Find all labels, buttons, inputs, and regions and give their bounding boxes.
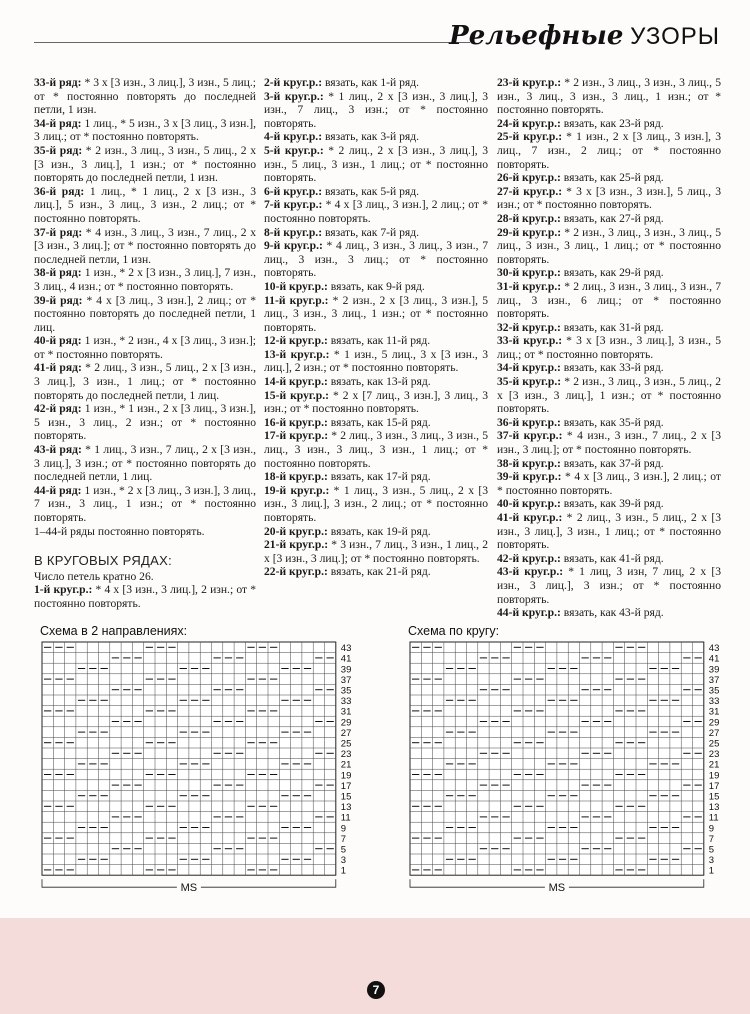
row-label: 4-й круг.р.:	[264, 130, 323, 144]
row-number-label: 15	[708, 791, 720, 803]
row-label: 20-й круг.р.:	[264, 524, 328, 538]
row-text: * 2 изн., 3 лиц., 3 изн., 5 лиц., 2 х [3 изн., 3 лиц.], 1 изн.; от * постоянно повторять до последней петли, 1 изн.	[34, 143, 256, 185]
row-number-label: 37	[708, 674, 720, 686]
row-text: * 3 х [3 изн., 3 лиц.], 3 изн., 5 лиц.; от * постоянно повторять до последней петли, 1 изн.	[34, 76, 257, 117]
instruction-row	[34, 144, 256, 185]
row-label: 11-й круг.р.:	[264, 293, 329, 307]
instruction-row	[34, 361, 256, 402]
instruction-row	[497, 76, 721, 117]
round-section-title: В КРУГОВЫХ РЯДАХ:	[34, 553, 173, 569]
header-rule	[34, 42, 470, 43]
instruction-row	[497, 212, 721, 226]
row-label: 2-й круг.р.:	[264, 76, 323, 89]
row-label: 12-й круг.р.:	[264, 334, 328, 348]
row-number-label: 35	[708, 685, 720, 697]
row-number-label: 23	[340, 749, 352, 761]
row-label: 16-й круг.р.:	[264, 415, 328, 429]
row-number-label: 9	[708, 823, 715, 835]
row-text: вязать, как 29-й ряд.	[560, 266, 664, 280]
row-number-label: 19	[340, 770, 352, 782]
instruction-row	[497, 429, 721, 456]
instruction-row	[497, 470, 721, 497]
text-column-1	[34, 76, 256, 611]
row-text: * 4 х [3 лиц., 3 изн.], 2 лиц.; от * постоянно повторять до последней петли, 1 лиц.	[34, 293, 257, 334]
row-number-label: 39	[340, 664, 352, 676]
row-number-label: 17	[340, 780, 352, 792]
instruction-row	[34, 402, 256, 443]
row-text: вязать, как 13-й ряд.	[327, 375, 431, 389]
row-text: вязать, как 39-й ряд.	[560, 497, 664, 511]
row-number-label: 3	[340, 855, 347, 867]
instruction-row	[497, 321, 721, 335]
row-text: * 3 х [3 изн., 3 изн.], 5 лиц., 3 изн.; от * постоянно повторять.	[497, 184, 721, 212]
row-label: 10-й круг.р.:	[264, 279, 328, 293]
row-label: 32-й круг.р.:	[497, 320, 561, 334]
row-text: * 2 изн., 2 х [3 лиц., 3 изн.], 5 лиц., 3 изн., 3 лиц., 1 изн.; от * постоянно повторять.	[264, 293, 488, 334]
row-label: 3-й круг.р.:	[264, 89, 324, 103]
schema-caption: Схема по кругу:	[408, 624, 500, 638]
row-label: 23-й круг.р.:	[497, 76, 562, 89]
row-text: вязать, как 41-й ряд.	[560, 551, 664, 565]
instruction-row	[264, 294, 488, 335]
knit-chart	[40, 640, 370, 910]
instruction-row	[497, 511, 721, 552]
row-label: 1-й круг.р.:	[34, 583, 93, 597]
row-text: * 2 лиц., 2 х [3 изн., 3 лиц.], 3 изн., 5 лиц., 3 изн., 1 лиц.; от * постоянно повторять.	[264, 143, 488, 185]
instruction-row	[497, 416, 721, 430]
instruction-row	[34, 334, 256, 361]
row-label: 9-й круг.р.:	[264, 239, 323, 253]
row-text: 1 изн., * 1 изн., 2 х [3 лиц., 3 изн.], 5 изн., 3 лиц., 2 изн.; от * постоянно повторять.	[34, 402, 257, 443]
instruction-row	[264, 429, 488, 470]
row-label: 5-й круг.р.:	[264, 143, 324, 157]
row-label: 7-й круг.р.:	[264, 198, 323, 212]
row-label: 38-й ряд:	[34, 266, 82, 280]
row-number-label: 1	[708, 865, 715, 877]
row-number-label: 1	[340, 865, 347, 877]
row-label: 40-й ряд:	[34, 334, 82, 348]
row-label: 34-й круг.р.:	[497, 361, 561, 375]
instruction-row	[497, 171, 721, 185]
row-text: вязать, как 27-й ряд.	[560, 211, 664, 225]
instruction-row	[34, 76, 256, 117]
round-rows-list-b	[497, 76, 721, 620]
row-number-label: 37	[340, 674, 352, 686]
instruction-row	[497, 361, 721, 375]
row-label: 40-й круг.р.:	[497, 497, 561, 511]
row-text: * 2 изн., 3 лиц., 3 изн., 3 лиц., 5 лиц., 3 изн., 3 лиц., 1 лиц.; от * постоянно повторять.	[497, 225, 721, 266]
instruction-row	[264, 185, 488, 199]
instruction-row	[34, 117, 256, 144]
row-text: вязать, как 19-й ряд.	[327, 524, 431, 538]
row-text: 1 лиц., * 5 изн., 3 х [3 лиц., 3 изн.], 3 лиц.; от * постоянно повторять.	[34, 116, 256, 144]
page-header	[0, 0, 750, 60]
instruction-row	[34, 185, 256, 226]
schema-circular	[408, 624, 738, 910]
row-label: 39-й ряд:	[34, 293, 83, 307]
instruction-row	[34, 266, 256, 293]
row-text: вязать, как 3-й ряд.	[322, 130, 420, 144]
row-label: 8-й круг.р.:	[264, 225, 323, 239]
row-number-label: 7	[708, 833, 715, 845]
row-number-label: 17	[708, 780, 720, 792]
row-text: * 4 изн., 3 лиц., 3 изн., 7 лиц., 2 х [3 изн., 3 лиц.]; от * постоянно повторять до последней петли, 1 изн.	[34, 225, 256, 266]
instruction-row	[497, 130, 721, 171]
instruction-row	[264, 538, 488, 565]
row-label: 34-й ряд:	[34, 116, 82, 130]
row-number-label: 39	[708, 664, 720, 676]
row-number-label: 13	[708, 802, 720, 814]
row-number-label: 35	[340, 685, 352, 697]
instruction-row	[264, 348, 488, 375]
row-label: 31-й круг.р.:	[497, 279, 562, 293]
title-plain: УЗОРЫ	[630, 23, 720, 50]
instruction-row	[497, 552, 721, 566]
row-text: вязать, как 31-й ряд.	[560, 320, 664, 334]
row-text: * 2 лиц., 3 изн., 5 лиц., 2 х [3 изн., 3 лиц.], 3 изн., 1 лиц.; от * постоянно повторять до последней петли, 1 лиц.	[34, 361, 256, 402]
row-number-label: 29	[708, 717, 720, 729]
row-label: 18-й круг.р.:	[264, 470, 328, 484]
instruction-row	[34, 484, 256, 525]
row-label: 37-й круг.р.:	[497, 429, 563, 443]
instruction-row	[34, 226, 256, 267]
repeat-note: 1–44-й ряды постоянно повторять.	[34, 524, 205, 538]
ms-label: MS	[548, 882, 566, 895]
schema-caption: Схема в 2 направлениях:	[40, 624, 188, 638]
row-label: 36-й круг.р.:	[497, 415, 561, 429]
row-label: 39-й круг.р.:	[497, 470, 562, 484]
row-label: 26-й круг.р.:	[497, 171, 561, 185]
footer-band	[0, 918, 750, 1014]
instruction-row	[497, 334, 721, 361]
row-number-label: 31	[340, 706, 352, 718]
row-number-label: 9	[340, 823, 347, 835]
round-rows-list-a	[264, 76, 488, 579]
row-text: * 1 изн., 2 х [3 лиц., 3 изн.], 3 лиц., 7 изн., 2 лиц.; от * постоянно повторять.	[497, 130, 721, 171]
row-label: 44-й круг.р.:	[497, 606, 561, 620]
row-number-label: 33	[708, 696, 720, 708]
row-number-label: 21	[708, 759, 720, 771]
row-number-label: 43	[708, 643, 720, 655]
row-text: * 4 изн., 3 изн., 7 лиц., 2 х [3 изн., 3 лиц.]; от * постоянно повторять.	[497, 429, 721, 457]
instruction-row	[497, 497, 721, 511]
instruction-row	[34, 583, 256, 610]
row-number-label: 23	[708, 749, 720, 761]
instruction-row	[497, 565, 721, 606]
row-text: * 1 лиц., 3 изн., 5 лиц., 2 х [3 изн., 3 лиц.], 3 изн., 2 лиц.; от * постоянно повторять.	[264, 483, 488, 524]
instruction-row	[497, 185, 721, 212]
row-label: 14-й круг.р.:	[264, 375, 328, 389]
row-label: 33-й ряд:	[34, 76, 82, 89]
row-text: * 3 х [3 изн., 3 лиц.], 3 изн., 5 лиц.; от * постоянно повторять.	[497, 334, 721, 361]
row-text: * 1 лиц., 3 изн., 7 лиц., 2 х [3 изн., 3 лиц.], 3 изн.; от * постоянно повторять до последней петли, 1 лиц.	[34, 443, 256, 484]
row-text: * 2 лиц., 3 изн., 5 лиц., 2 х [3 изн., 3 лиц.], 3 изн., 1 лиц.; от * постоянно повторять.	[497, 511, 721, 552]
row-text: вязать, как 37-й ряд.	[560, 456, 664, 470]
instruction-row	[264, 144, 488, 185]
instruction-row	[264, 375, 488, 389]
row-text: * 4 х [3 изн., 3 лиц.], 2 изн.; от * постоянно повторять.	[34, 583, 257, 610]
row-number-label: 27	[340, 727, 352, 739]
row-label: 35-й круг.р.:	[497, 375, 562, 389]
instruction-row	[264, 470, 488, 484]
row-text: * 2 лиц., 3 изн., 3 лиц., 3 изн., 7 лиц., 3 изн., 6 лиц.; от * постоянно повторять.	[497, 279, 721, 321]
row-number-label: 41	[708, 653, 720, 665]
flat-rows-list	[34, 76, 256, 525]
row-text: вязать, как 23-й ряд.	[560, 116, 664, 130]
row-number-label: 3	[708, 855, 715, 867]
instruction-row	[497, 375, 721, 416]
row-label: 25-й круг.р.:	[497, 130, 563, 144]
row-text: вязать, как 7-й ряд.	[322, 225, 420, 239]
row-label: 44-й ряд:	[34, 483, 82, 497]
row-number-label: 15	[340, 791, 352, 803]
row-number-label: 7	[340, 833, 347, 845]
row-text: вязать, как 33-й ряд.	[560, 361, 664, 375]
row-label: 35-й ряд:	[34, 143, 83, 157]
row-label: 43-й круг.р.:	[497, 565, 564, 579]
row-text: * 1 изн., 5 лиц., 3 х [3 изн., 3 лиц.], 2 изн.; от * постоянно повторять.	[264, 347, 488, 375]
row-text: * 2 лиц., 3 изн., 3 лиц., 3 изн., 5 лиц., 3 изн., 3 лиц., 3 изн., 1 лиц.; от * постоянно повторять.	[264, 429, 488, 470]
text-column-3	[497, 76, 721, 620]
row-text: * 4 х [3 лиц., 3 изн.], 2 лиц.; от * постоянно повторять.	[497, 470, 721, 497]
row-text: * 2 изн., 3 лиц., 3 изн., 5 лиц., 2 х [3 изн., 3 лиц.], 1 изн.; от * постоянно повторять.	[497, 375, 721, 416]
row-number-label: 31	[708, 706, 720, 718]
row-text: 1 лиц., * 1 лиц., 2 х [3 изн., 3 лиц.], 5 изн., 3 лиц., 3 изн., 2 лиц.; от * постоянно повторять.	[34, 184, 256, 225]
row-number-label: 11	[708, 812, 719, 824]
row-text: * 4 х [3 лиц., 3 изн.], 2 лиц.; от * постоянно повторять.	[264, 198, 488, 225]
row-number-label: 25	[708, 738, 720, 750]
row-text: вязать, как 5-й ряд.	[322, 184, 420, 198]
ms-label: MS	[180, 882, 198, 895]
instruction-row	[34, 443, 256, 484]
row-text: вязать, как 15-й ряд.	[327, 415, 431, 429]
row-text: вязать, как 9-й ряд.	[327, 279, 425, 293]
row-text: 1 изн., * 2 х [3 лиц., 3 изн.], 3 лиц., 7 изн., 3 лиц., 1 изн.; от * постоянно повторять.	[34, 483, 256, 524]
row-label: 33-й круг.р.:	[497, 334, 563, 348]
instruction-row	[497, 457, 721, 471]
stitch-multiple: Число петель кратно 26.	[34, 569, 154, 583]
row-text: вязать, как 1-й ряд.	[322, 76, 420, 89]
instruction-row	[264, 416, 488, 430]
row-label: 22-й круг.р.:	[264, 565, 328, 579]
row-number-label: 41	[340, 653, 352, 665]
row-number-label: 43	[340, 643, 352, 655]
instruction-row	[497, 266, 721, 280]
page-number: 7	[367, 981, 385, 999]
text-column-2	[264, 76, 488, 579]
row-label: 28-й круг.р.:	[497, 211, 561, 225]
instruction-row	[264, 280, 488, 294]
instruction-row	[264, 226, 488, 240]
instruction-row	[264, 90, 488, 131]
row-text: 1 изн., * 2 изн., 4 х [3 лиц., 3 изн.]; от * постоянно повторять.	[34, 334, 256, 361]
row-label: 21-й круг.р.:	[264, 538, 329, 552]
instruction-row	[497, 226, 721, 267]
row-label: 6-й круг.р.:	[264, 184, 323, 198]
instruction-row	[34, 294, 256, 335]
instruction-row	[497, 280, 721, 321]
instruction-row	[264, 565, 488, 579]
row-label: 43-й ряд:	[34, 443, 82, 457]
row-text: вязать, как 35-й ряд.	[560, 415, 664, 429]
row-label: 41-й круг.р.:	[497, 511, 563, 524]
row-label: 36-й ряд:	[34, 184, 85, 198]
instruction-row	[264, 198, 488, 225]
row-text: * 4 лиц., 3 изн., 3 лиц., 3 изн., 7 лиц., 3 изн., 3 лиц.; от * постоянно повторять.	[264, 239, 488, 280]
row-label: 41-й ряд:	[34, 361, 82, 375]
row-label: 15-й круг.р.:	[264, 388, 329, 402]
row-text: вязать, как 21-й ряд.	[327, 565, 431, 579]
row-number-label: 25	[340, 738, 352, 750]
row-number-label: 27	[708, 727, 720, 739]
row-label: 37-й ряд:	[34, 225, 83, 239]
row-label: 42-й круг.р.:	[497, 551, 561, 565]
instruction-row	[264, 525, 488, 539]
row-label: 13-й круг.р.:	[264, 347, 330, 361]
row-text: * 1 лиц., 2 х [3 изн., 3 лиц.], 3 изн., 7 лиц., 3 изн.; от * постоянно повторять.	[264, 89, 488, 130]
row-label: 30-й круг.р.:	[497, 266, 561, 280]
row-label: 17-й круг.р.:	[264, 429, 329, 443]
row-text: * 1 лиц, 3 изн, 7 лиц, 2 х [3 изн., 3 лиц.], 3 изн.; от * постоянно повторять.	[497, 565, 721, 606]
knit-chart	[408, 640, 738, 910]
instruction-row	[264, 334, 488, 348]
instruction-row	[264, 76, 488, 90]
row-number-label: 5	[340, 844, 347, 856]
instruction-row	[264, 130, 488, 144]
instruction-row	[497, 117, 721, 131]
row-number-label: 21	[340, 759, 352, 771]
row-number-label: 5	[708, 844, 715, 856]
row-label: 38-й круг.р.:	[497, 456, 561, 470]
row-text: вязать, как 43-й ряд.	[560, 606, 664, 620]
row-number-label: 33	[340, 696, 352, 708]
row-label: 19-й круг.р.:	[264, 483, 330, 497]
instruction-row	[264, 484, 488, 525]
row-label: 27-й круг.р.:	[497, 184, 563, 198]
row-number-label: 29	[340, 717, 352, 729]
title-script: Рельефные	[449, 21, 624, 51]
instruction-row	[264, 239, 488, 280]
row-text: * 2 изн., 3 лиц., 3 изн., 3 лиц., 5 изн., 3 лиц., 3 изн., 3 лиц., 1 изн.; от * постоянно повторять.	[497, 76, 721, 117]
row-label: 24-й круг.р.:	[497, 116, 561, 130]
row-text: вязать, как 17-й ряд.	[327, 470, 431, 484]
row-text: вязать, как 25-й ряд.	[560, 171, 664, 185]
row-text: * 2 х [7 лиц., 3 изн.], 3 лиц., 3 изн.; от * постоянно повторять.	[264, 388, 488, 416]
instruction-row	[264, 389, 488, 416]
row-label: 42-й ряд:	[34, 402, 82, 416]
row-text: 1 изн., * 2 х [3 изн., 3 лиц.], 7 изн., 3 лиц., 4 изн.; от * постоянно повторять.	[34, 266, 257, 293]
page-title	[449, 20, 720, 51]
row-number-label: 13	[340, 802, 352, 814]
instruction-row	[497, 606, 721, 620]
row-label: 29-й круг.р.:	[497, 225, 562, 239]
row-number-label: 11	[340, 812, 351, 824]
row-text: * 3 изн., 7 лиц., 3 изн., 1 лиц., 2 х [3 изн., 3 лиц.]; от * постоянно повторять.	[264, 538, 488, 565]
row-text: вязать, как 11-й ряд.	[327, 334, 431, 348]
schema-two-directions	[40, 624, 370, 910]
row-number-label: 19	[708, 770, 720, 782]
